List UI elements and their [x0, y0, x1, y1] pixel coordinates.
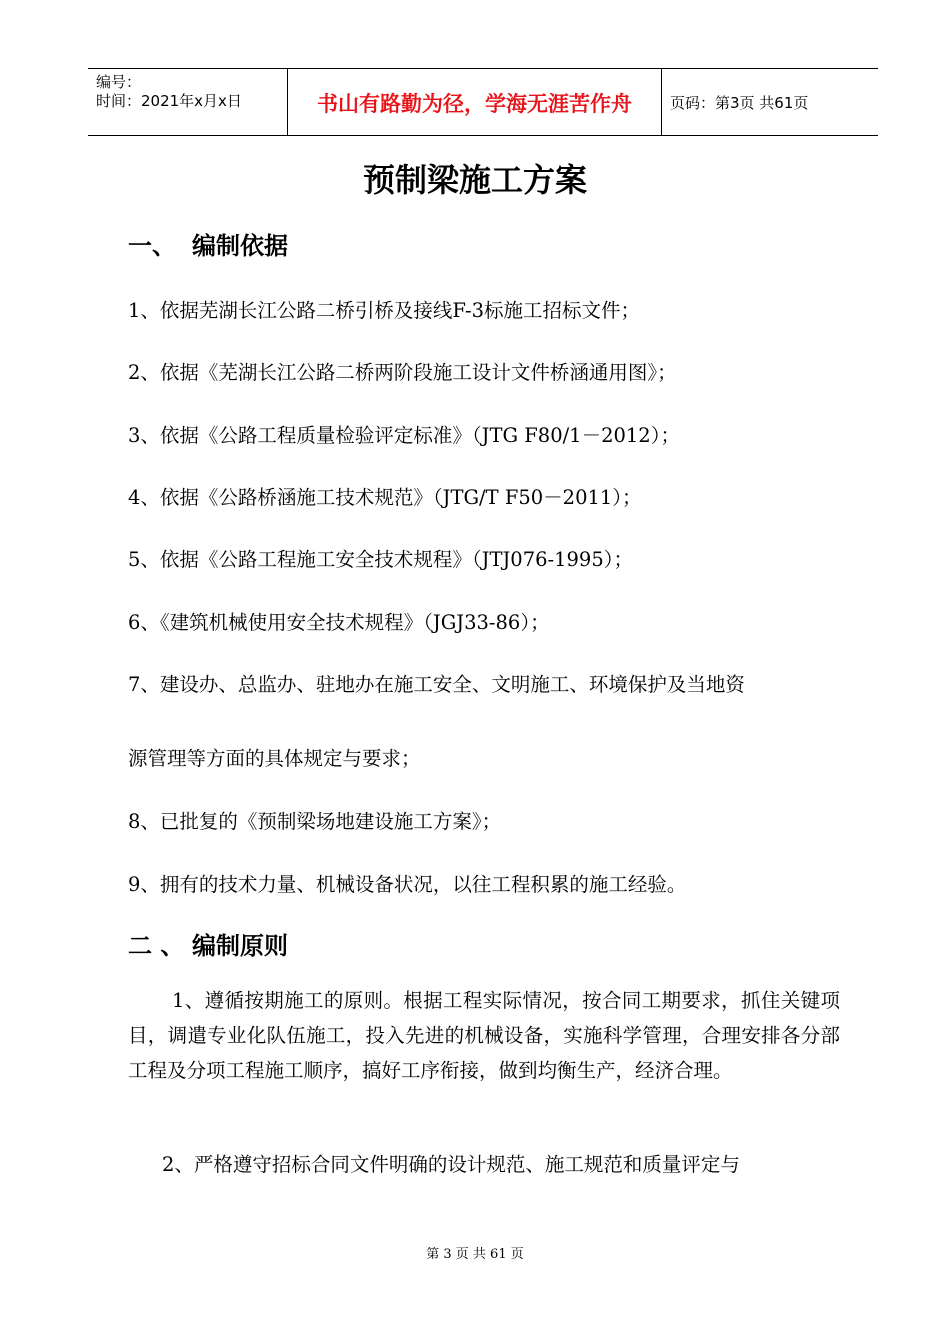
- section-heading-basis: [128, 230, 288, 262]
- basis-item: 8、已批复的《预制梁场地建设施工方案》；: [128, 810, 502, 833]
- page-footer: 第 3 页 共 61 页: [426, 1247, 524, 1262]
- principle-paragraph: 2、严格遵守招标合同文件明确的设计规范、施工规范和质量评定与: [162, 1153, 740, 1176]
- document-title: 预制梁施工方案: [362, 161, 587, 199]
- principle-paragraph: 1、遵循按期施工的原则。根据工程实际情况，按合同工期要求，抓住关键项目，调遣专业化队伍施工，投入先进的机械设备，实施科学管理，合理安排各分部工程及分项工程施工顺序，搞好工序衔接，做到均衡生产，经济合理。: [128, 989, 840, 1082]
- time-label: 时间：2021年x月x日: [96, 92, 242, 110]
- header-motto-cell: [288, 69, 662, 135]
- basis-item: 6、《建筑机械使用安全技术规程》（JGJ33-86）；: [128, 611, 550, 634]
- basis-item: 3、依据《公路工程质量检验评定标准》（JTG F80/1－2012）；: [128, 424, 680, 447]
- basis-item: 9、拥有的技术力量、机械设备状况，以往工程积累的施工经验。: [128, 873, 687, 896]
- basis-item: 5、依据《公路工程施工安全技术规程》（JTJ076-1995）；: [128, 548, 633, 571]
- header-page-cell: [662, 69, 878, 135]
- motto-text: 书山有路勤为径，学海无涯苦作舟: [317, 92, 632, 116]
- basis-item: 2、依据《芜湖长江公路二桥两阶段施工设计文件桥涵通用图》；: [128, 361, 677, 384]
- serial-label: 编号：: [96, 73, 142, 91]
- section-number: 一、: [128, 232, 176, 260]
- section-heading-principles: [128, 930, 288, 962]
- page-header: [88, 68, 878, 136]
- basis-item: 1、依据芜湖长江公路二桥引桥及接线F-3标施工招标文件；: [128, 299, 641, 322]
- basis-item: 7、建设办、总监办、驻地办在施工安全、文明施工、环境保护及当地资: [128, 673, 745, 696]
- basis-item: 4、依据《公路桥涵施工技术规范》（JTG/T F50－2011）；: [128, 486, 642, 509]
- basis-item: 源管理等方面的具体规定与要求；: [128, 747, 421, 770]
- section-title: 编制原则: [192, 932, 288, 960]
- header-info-cell: [88, 69, 288, 135]
- section-number: 二 、: [128, 932, 185, 960]
- page-number-label: 页码：第3页 共61页: [670, 94, 809, 112]
- section-title: 编制依据: [192, 232, 288, 260]
